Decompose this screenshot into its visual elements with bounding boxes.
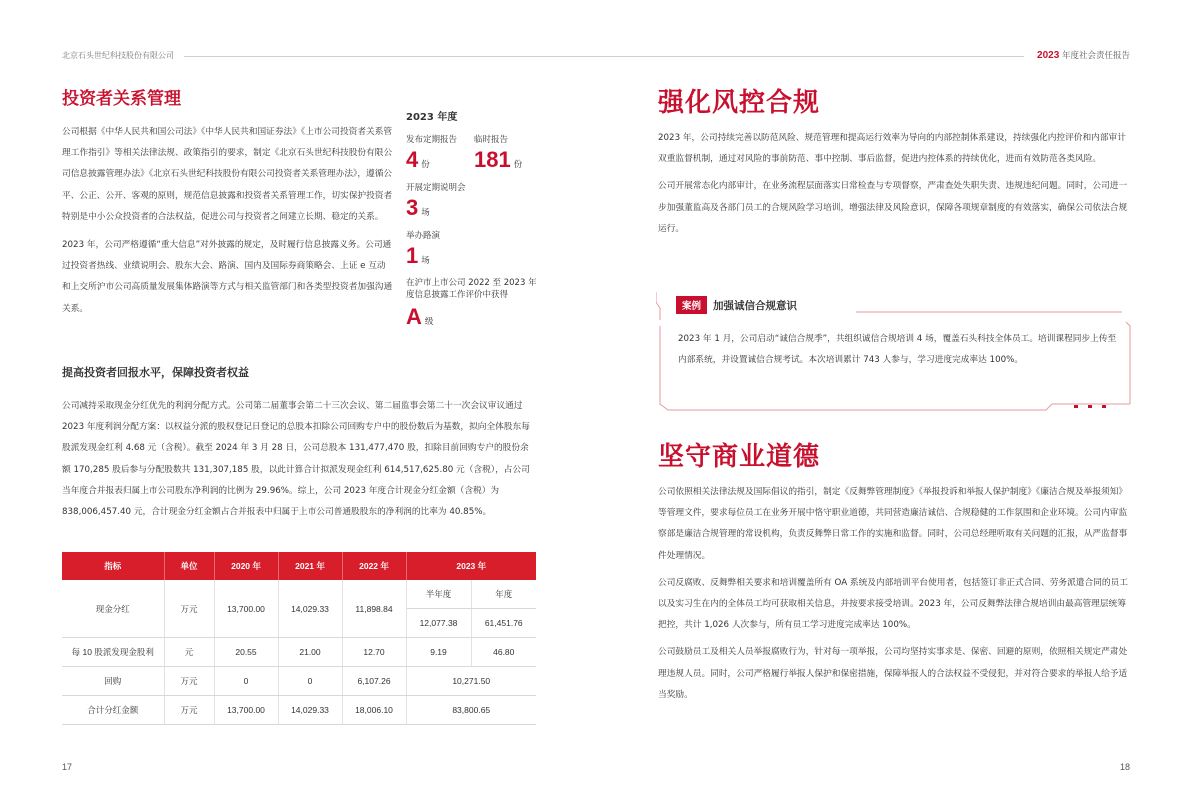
stat-unit: 份 <box>421 160 430 170</box>
stat-unit: 场 <box>421 208 430 218</box>
table-header: 2020 年 <box>214 552 278 580</box>
table-cell: 0 <box>278 667 342 696</box>
table-cell: 61,451.76 <box>471 609 536 638</box>
stat-label: 开展定期说明会 <box>406 183 466 193</box>
table-cell: 回购 <box>62 667 164 696</box>
stat-value: A <box>406 304 422 329</box>
table-cell: 6,107.26 <box>342 667 406 696</box>
table-cell: 12.70 <box>342 638 406 667</box>
stats-row-reports <box>406 133 538 173</box>
case-title: 加强诚信合规意识 <box>713 299 798 312</box>
table-row <box>62 638 536 667</box>
stat-rating <box>406 277 538 330</box>
stat-label: 发布定期报告 <box>406 135 458 145</box>
page-number-right: 18 <box>1119 762 1130 772</box>
table-cell: 10,271.50 <box>406 667 536 696</box>
table-cell: 14,029.33 <box>278 580 342 638</box>
table-cell: 13,700.00 <box>214 580 278 638</box>
table-cell: 83,800.65 <box>406 696 536 725</box>
table-cell: 21.00 <box>278 638 342 667</box>
report-title-text: 年度社会责任报告 <box>1061 51 1130 61</box>
table-header: 单位 <box>164 552 214 580</box>
stat-label: 临时报告 <box>474 135 509 145</box>
stat-unit: 场 <box>421 256 430 266</box>
stats-panel <box>406 108 538 346</box>
table-cell: 13,700.00 <box>214 696 278 725</box>
stat-roadshow <box>406 229 538 269</box>
table-cell: 18,006.10 <box>342 696 406 725</box>
stat-value: 4 <box>406 147 419 172</box>
stat-periodic <box>406 133 474 173</box>
table-cell: 11,898.84 <box>342 580 406 638</box>
stat-value: 3 <box>406 195 419 220</box>
stat-interim <box>474 133 522 173</box>
table-cell: 12,077.38 <box>406 609 471 638</box>
report-title <box>1037 49 1130 61</box>
table-cell: 9.19 <box>406 638 471 667</box>
section-title-business-ethics: 坚守商业道德 <box>658 442 821 472</box>
table-header: 2022 年 <box>342 552 406 580</box>
paragraph: 公司开展常态化内部审计，在业务流程层面落实日常检查与专项督察，严肃查处失职失责、违规违纪问题。同时，公司进一步加强董监高及各部门员工的合规风险学习培训，增强法律及风险意识，保障各项规章制度的有效落实，确保公司依法合规运行。 <box>658 181 1128 234</box>
stat-label: 在沪市上市公司 2022 至 2023 年度信息披露工作评价中获得 <box>406 278 537 300</box>
table-cell: 合计分红金额 <box>62 696 164 725</box>
table-cell: 元 <box>164 638 214 667</box>
table-cell: 每 10 股派发现金股利 <box>62 638 164 667</box>
table-header: 2021 年 <box>278 552 342 580</box>
table-row <box>62 667 536 696</box>
business-ethics-text <box>658 482 1132 706</box>
company-name: 北京石头世纪科技股份有限公司 <box>62 51 174 60</box>
stat-value: 1 <box>406 243 419 268</box>
dividend-paragraph: 公司减持采取现金分红优先的利润分配方式。公司第二届董事会第二十三次会议、第二届监事会第二十一次会议审议通过 2023 年度利润分配方案：以权益分派的股权登记日登记的总股本扣除公司回购专户中的股份数后为基数，拟向全体股东每股派发现金红利 4.68 元（含税）。截至 2024 年 3 月 28 日，公司总股本 131,477,470 股，扣除目前回购专户的股份余额 170,285 股后参与分配股数共 131,307,185 股，以此计算合计拟派发现金红利 614,517,625.80 元（含税），占公司当年度合并报表归属上市公司股东净利润的比例为 29.96%。综上，公司 2023 年度合计现金分红金额（含税）为 838,006,457.40 元，合计现金分红金额占合并报表中归属于上市公司普通股股东的净利润的比率为 40.85%。 <box>62 401 530 518</box>
table-cell: 0 <box>214 667 278 696</box>
table-row <box>62 696 536 725</box>
table-header-row <box>62 552 536 580</box>
case-header <box>676 296 797 314</box>
table-cell: 万元 <box>164 667 214 696</box>
risk-compliance-text <box>658 128 1132 240</box>
paragraph: 公司鼓励员工及相关人员举报腐败行为，针对每一项举报，公司均坚持实事求是、保密、回避的原则，依照相关规定严肃处理违规人员。同时，公司严格履行举报人保护和保密措施，保障举报人的合法权益不受侵犯，并对符合要求的举报人给予适当奖励。 <box>658 647 1128 700</box>
table-cell: 14,029.33 <box>278 696 342 725</box>
paragraph: 公司反腐败、反舞弊相关要求和培训覆盖所有 OA 系统及内部培训平台使用者，包括签订非正式合同、劳务派遣合同的员工以及实习生在内的全体员工均可获取相关信息，并按要求接受培训。2023 年，公司反舞弊法律合规培训由最高管理层统筹把控，共计 1,026 人次参与，所有员工学习进度完成率达 100%。 <box>658 577 1128 631</box>
table-cell: 20.55 <box>214 638 278 667</box>
stat-value: 181 <box>474 147 511 172</box>
report-year: 2023 <box>1037 50 1060 61</box>
header-divider <box>184 56 1024 57</box>
table-header: 2023 年 <box>406 552 536 580</box>
table-row <box>62 580 536 609</box>
section-title-investor-relations: 投资者关系管理 <box>62 89 181 109</box>
table-header: 指标 <box>62 552 164 580</box>
subsection-title: 提高投资者回报水平，保障投资者权益 <box>62 366 249 379</box>
table-cell: 万元 <box>164 696 214 725</box>
paragraph: 公司依照相关法律法规及国际倡议的指引，制定《反舞弊管理制度》《举报投诉和举报人保护制度》《廉洁合规及举报须知》等管理文件，要求每位员工在业务开展中恪守职业道德，共同营造廉洁诚信、合规稳健的工作氛围和企业环境。公司内审监察部是廉洁合规管理的常设机构，负责反舞弊日常工作的实施和监督。同时，公司总经理听取有关问题的汇报，从严监督事件处理情况。 <box>658 487 1128 561</box>
paragraph: 2023 年，公司持续完善以防范风险、规范管理和提高运行效率为导向的内部控制体系建设，持续强化内控评价和内部审计双重监督机制，通过对风险的事前防范、事中控制、事后监督，促进内控体系的持续优化，进而有效防范各类风险。 <box>658 133 1126 165</box>
page-number-left: 17 <box>62 762 73 772</box>
case-tag: 案例 <box>676 296 707 314</box>
stat-unit: 级 <box>424 317 434 327</box>
paragraph: 2023 年，公司严格遵循“重大信息”对外披露的规定，及时履行信息披露义务。公司通过投资者热线、业绩说明会、股东大会、路演、国内及国际券商策略会、上证 e 互动和上交所沪市公司高质量发展集体路演等方式与相关监管部门和各类型投资者加强沟通关系。 <box>62 240 393 314</box>
case-text: 2023 年 1 月，公司启动“诚信合规季”，共组织诚信合规培训 4 场，覆盖石头科技全体员工。培训课程同步上传至内部系统，并设置诚信合规考试。本次培训累计 743 人参与，学习进度完成率达 100%。 <box>678 334 1117 366</box>
investor-relations-text <box>62 122 394 320</box>
stat-label: 举办路演 <box>406 231 441 241</box>
table-subheader: 年度 <box>471 580 536 609</box>
section-title-risk-compliance: 强化风控合规 <box>658 88 821 118</box>
table-subheader: 半年度 <box>406 580 471 609</box>
table-cell: 现金分红 <box>62 580 164 638</box>
stat-briefing <box>406 181 538 221</box>
stat-unit: 份 <box>513 160 523 170</box>
dividend-table <box>62 552 536 725</box>
stats-year: 2023 年度 <box>406 112 458 123</box>
table-cell: 万元 <box>164 580 214 638</box>
paragraph: 公司根据《中华人民共和国公司法》《中华人民共和国证券法》《上市公司投资者关系管理工作指引》等相关法律法规、政策指引的要求，制定《北京石头世纪科技股份有限公司信息披露管理办法》《北京石头世纪科技股份有限公司投资者关系管理办法》，遵循公平、公正、公开、客观的原则，规范信息披露和投资者关系管理工作，切实保护投资者特别是中小公众投资者的合法权益，促进公司与投资者之间建立长期、稳定的关系。 <box>62 127 393 222</box>
table-cell: 46.80 <box>471 638 536 667</box>
